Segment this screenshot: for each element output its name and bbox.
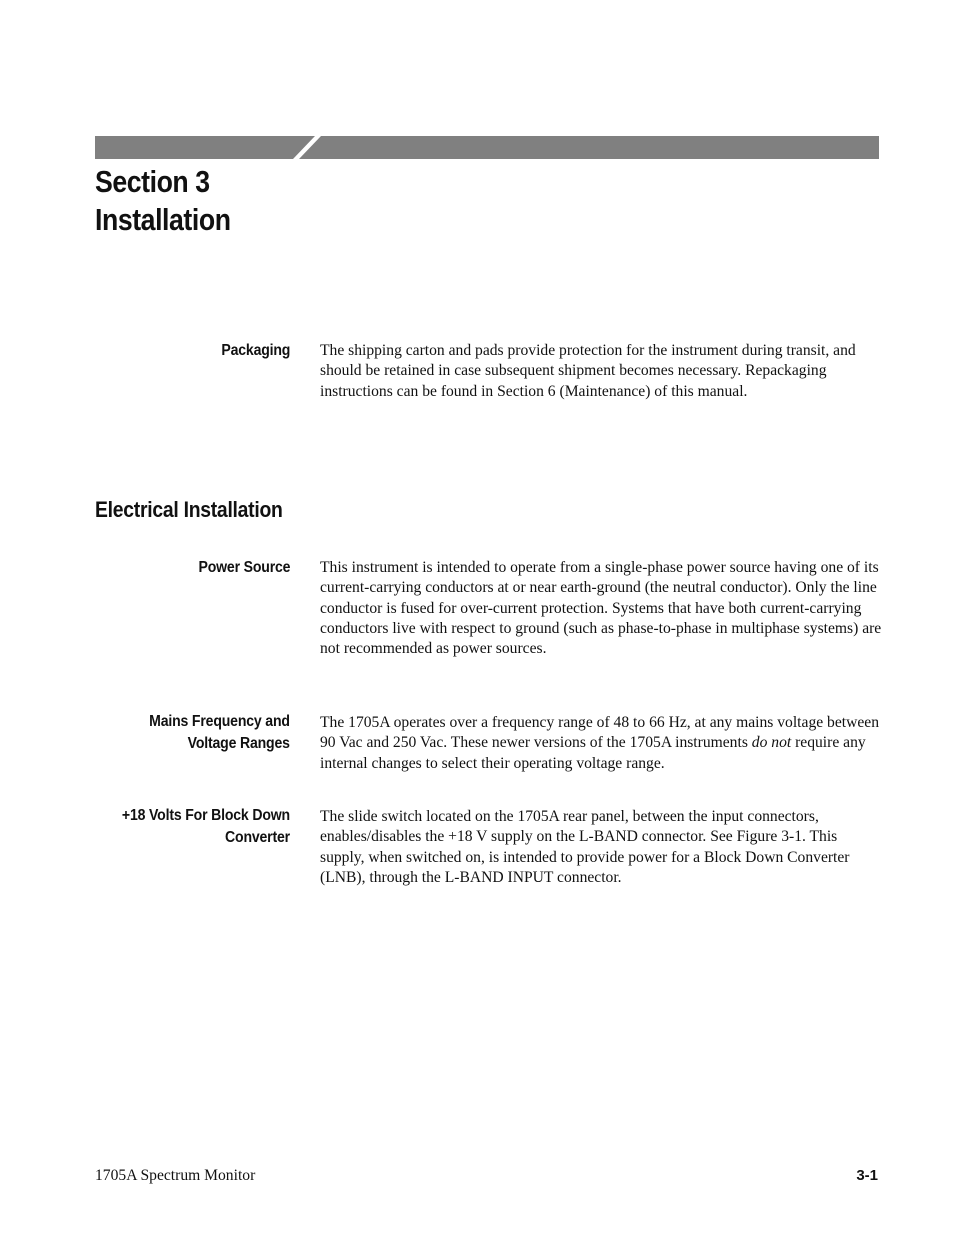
block-down-label-line1: +18 Volts For Block Down [121, 807, 290, 824]
mains-label-line2: Voltage Ranges [187, 735, 290, 752]
block-down-converter-label [122, 805, 290, 849]
block-down-label-line2: Converter [225, 829, 290, 846]
mains-text-emphasis: do not [751, 734, 792, 752]
mains-frequency-label [149, 711, 290, 755]
packaging-label: Packaging [221, 342, 290, 359]
power-source-paragraph: This instrument is intended to operate from a single-phase power source having one of its current-carrying conductors at or near earth-ground (the neutral conductor). Only the line conductor is fused for over-current protection. Systems that have both current-carrying conductors live with respect to ground (such as phase-to-phase in multiphase systems) are not recommended as power sources. [320, 559, 882, 658]
footer-page-number: 3-1 [856, 1167, 878, 1184]
footer-manual-title: 1705A Spectrum Monitor [95, 1167, 256, 1184]
electrical-installation-heading: Electrical Installation [95, 497, 283, 522]
section-number: Section 3 [95, 164, 210, 199]
section-header-bar [95, 136, 879, 159]
section-name: Installation [95, 202, 231, 237]
header-bar-left-segment [95, 136, 315, 159]
mains-label-line1: Mains Frequency and [149, 713, 290, 730]
packaging-paragraph: The shipping carton and pads provide protection for the instrument during transit, and should be retained in case subsequent shipment becomes necessary. Repackaging instructions can be found in Section 6 (Maintenance) of this manual. [320, 342, 856, 400]
mains-frequency-paragraph [320, 713, 882, 774]
block-down-converter-paragraph: The slide switch located on the 1705A rear panel, between the input connectors, enables/disables the +18 V supply on the L-BAND connector. See Figure 3-1. This supply, when switched on, is intended to provide power for a Block Down Converter (LNB), through the L-BAND INPUT connector. [320, 808, 850, 886]
header-bar-right-segment [299, 136, 879, 159]
section-title [95, 163, 231, 239]
mains-text-before: The 1705A operates over a frequency range of 48 to 66 Hz, at any mains voltage between 90 Vac and 250 Vac. These newer versions of the 1705A instruments [320, 714, 880, 752]
power-source-label: Power Source [198, 559, 290, 576]
mains-text-after: require any internal changes to select their operating voltage range. [320, 734, 866, 772]
